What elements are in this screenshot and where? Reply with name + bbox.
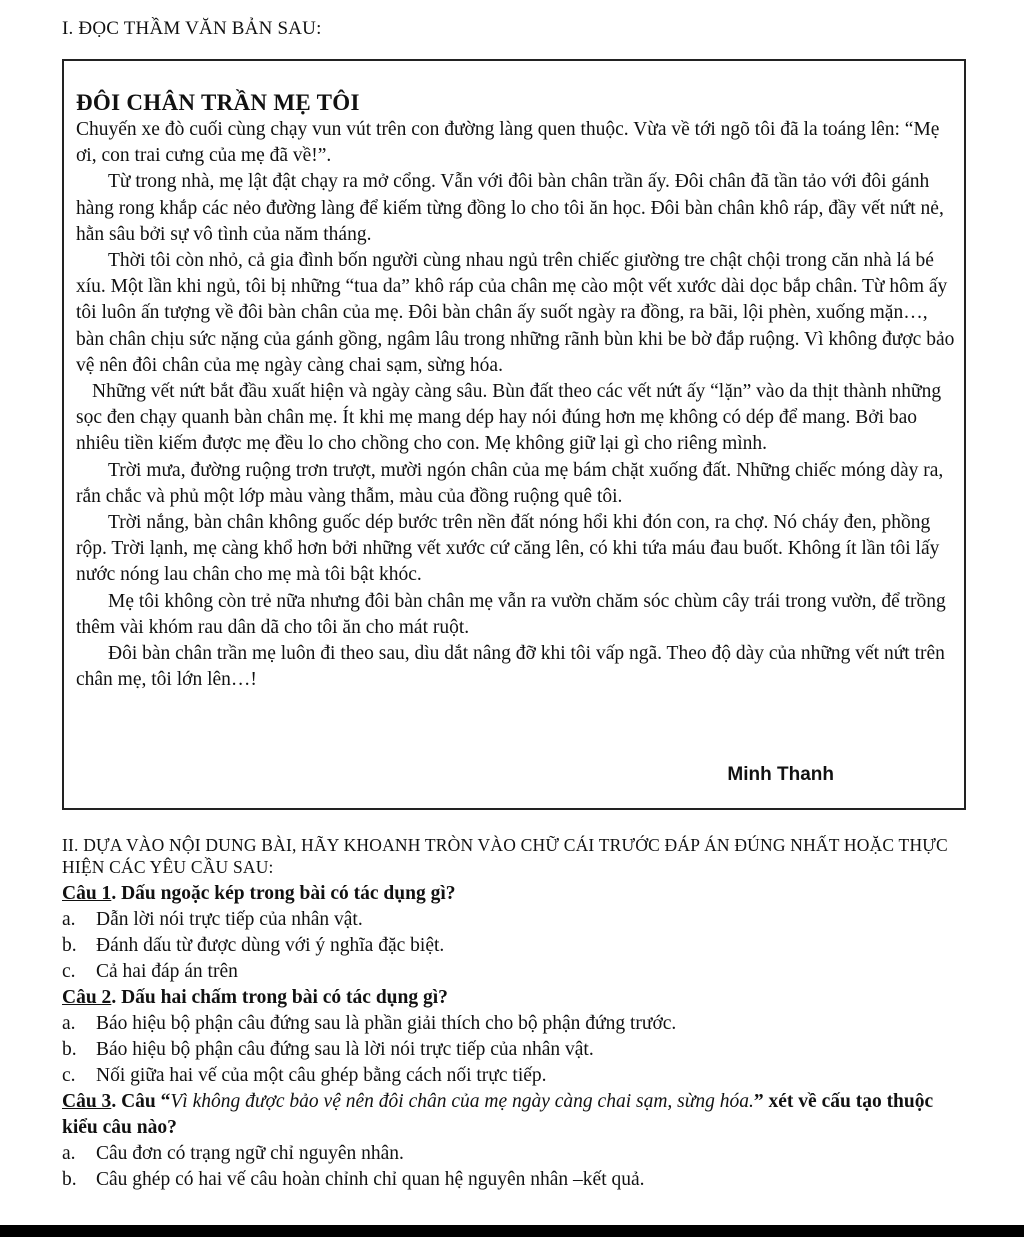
answer-text: Đánh dấu từ được dùng với ý nghĩa đặc biệt. xyxy=(96,935,445,956)
question-2-title xyxy=(62,985,967,1011)
passage-paragraph: Trời nắng, bàn chân không guốc dép bước trên nền đất nóng hổi khi đón con, ra chợ. Nó cháy đen, phồng rộp. Trời lạnh, mẹ càng khổ hơn bởi những vết xước cứ căng lên, có khi tứa máu đau buốt. Không ít lần tôi lấy nước nóng lau chân cho mẹ mà tôi bật khóc. xyxy=(76,512,940,586)
answer-text: Nối giữa hai vế của một câu ghép bằng cách nối trực tiếp. xyxy=(96,1065,547,1086)
passage-paragraph: Chuyến xe đò cuối cùng chạy vun vút trên con đường làng quen thuộc. Vừa về tới ngõ tôi đã la toáng lên: “Mẹ ơi, con trai cưng của mẹ đã về!”. xyxy=(76,119,940,167)
answer-text: Báo hiệu bộ phận câu đứng sau là phần giải thích cho bộ phận đứng trước. xyxy=(96,1013,677,1034)
question-2-number: Câu 2 xyxy=(62,987,112,1008)
answer-letter: a. xyxy=(62,909,76,930)
questions-section xyxy=(62,834,967,1193)
answer-text: Dẫn lời nói trực tiếp của nhân vật. xyxy=(96,909,363,930)
bottom-edge-bar xyxy=(0,1225,1024,1237)
answer-letter: c. xyxy=(62,961,76,982)
section-2-heading: II. DỰA VÀO NỘI DUNG BÀI, HÃY KHOANH TRÒN VÀO CHỮ CÁI TRƯỚC ĐÁP ÁN ĐÚNG NHẤT HOẶC THỰC HIỆN CÁC YÊU CẦU SAU: xyxy=(62,835,948,877)
question-3-quote: Vì không được bảo vệ nên đôi chân của mẹ ngày càng chai sạm, sừng hóa. xyxy=(170,1091,754,1112)
question-3-text-after: ” xét về cấu tạo thuộc kiểu câu nào? xyxy=(62,1091,934,1138)
answer-option[interactable] xyxy=(62,1141,967,1167)
answer-letter: b. xyxy=(62,1169,77,1190)
answer-option[interactable] xyxy=(62,1167,967,1193)
answer-option[interactable] xyxy=(62,1037,967,1063)
answer-letter: a. xyxy=(62,1143,76,1164)
answer-option[interactable] xyxy=(62,907,967,933)
question-2-text: . Dấu hai chấm trong bài có tác dụng gì? xyxy=(111,987,448,1008)
answer-letter: a. xyxy=(62,1013,76,1034)
question-1-title xyxy=(62,881,967,907)
answer-option[interactable] xyxy=(62,959,967,985)
answer-option[interactable] xyxy=(62,933,967,959)
answer-text: Câu ghép có hai vế câu hoàn chỉnh chỉ quan hệ nguyên nhân –kết quả. xyxy=(96,1169,645,1190)
answer-text: Câu đơn có trạng ngữ chỉ nguyên nhân. xyxy=(96,1143,404,1164)
question-3 xyxy=(62,1089,967,1193)
passage-box xyxy=(62,59,966,810)
passage-title: ĐÔI CHÂN TRẦN MẸ TÔI xyxy=(76,90,360,115)
question-1-number: Câu 1 xyxy=(62,883,112,904)
passage-author: Minh Thanh xyxy=(727,764,834,785)
passage-paragraph: Thời tôi còn nhỏ, cả gia đình bốn người cùng nhau ngủ trên chiếc giường tre chật chội trong căn nhà lá bé xíu. Một lần khi ngủ, tôi bị những “tua da” khô ráp của chân mẹ cào một vết xước dài dọc bắp chân. Từ hôm ấy tôi luôn ấn tượng về đôi bàn chân của mẹ. Đôi bàn chân ấy suốt ngày ra đồng, ra bãi, lội phèn, xuống mặn…, bàn chân chịu sức nặng của gánh gồng, ngâm lâu trong những rãnh bùn khi be bờ đắp ruộng. Vì không được bảo vệ nên đôi chân của mẹ ngày càng chai sạm, sừng hóa. xyxy=(76,250,955,376)
answer-text: Báo hiệu bộ phận câu đứng sau là lời nói trực tiếp của nhân vật. xyxy=(96,1039,594,1060)
section-1-heading: I. ĐỌC THẦM VĂN BẢN SAU: xyxy=(62,18,322,39)
answer-letter: c. xyxy=(62,1065,76,1086)
passage-body xyxy=(76,117,956,693)
question-3-title xyxy=(62,1089,967,1141)
passage-paragraph: Mẹ tôi không còn trẻ nữa nhưng đôi bàn chân mẹ vẫn ra vườn chăm sóc chùm cây trái trong vườn, để trồng thêm vài khóm rau dân dã cho tôi ăn cho mát ruột. xyxy=(76,590,946,638)
answer-letter: b. xyxy=(62,1039,77,1060)
answer-text: Cả hai đáp án trên xyxy=(96,961,238,982)
question-3-number: Câu 3 xyxy=(62,1091,112,1112)
passage-paragraph: Từ trong nhà, mẹ lật đật chạy ra mở cổng. Vẫn với đôi bàn chân trần ấy. Đôi chân đã tần tảo với đôi gánh hàng rong khắp các nẻo đường làng để kiếm từng đồng lo cho tôi ăn học. Đôi bàn chân khô ráp, đầy vết nứt nẻ, hằn sâu bởi sự vô tình của năm tháng. xyxy=(76,171,944,245)
passage-paragraph: Những vết nứt bắt đầu xuất hiện và ngày càng sâu. Bùn đất theo các vết nứt ấy “lặn” vào da thịt thành những sọc đen chạy quanh bàn chân mẹ. Ít khi mẹ mang dép hay nói đúng hơn mẹ không có dép để mang. Bởi bao nhiêu tiền kiếm được mẹ đều lo cho chồng cho con. Mẹ không giữ lại gì cho riêng mình. xyxy=(76,381,942,455)
passage-paragraph: Trời mưa, đường ruộng trơn trượt, mười ngón chân của mẹ bám chặt xuống đất. Những chiếc móng dày ra, rắn chắc và phủ một lớp màu vàng thẫm, màu của đồng ruộng quê tôi. xyxy=(76,459,944,507)
answer-option[interactable] xyxy=(62,1011,967,1037)
question-1 xyxy=(62,881,967,985)
question-2 xyxy=(62,985,967,1089)
passage-paragraph: Đôi bàn chân trần mẹ luôn đi theo sau, dìu dắt nâng đỡ khi tôi vấp ngã. Theo độ dày của những vết nứt trên chân mẹ, tôi lớn lên…! xyxy=(76,643,945,691)
answer-letter: b. xyxy=(62,935,77,956)
question-3-text-before: . Câu “ xyxy=(111,1091,171,1112)
question-1-text: . Dấu ngoặc kép trong bài có tác dụng gì? xyxy=(111,883,456,904)
answer-option[interactable] xyxy=(62,1063,967,1089)
